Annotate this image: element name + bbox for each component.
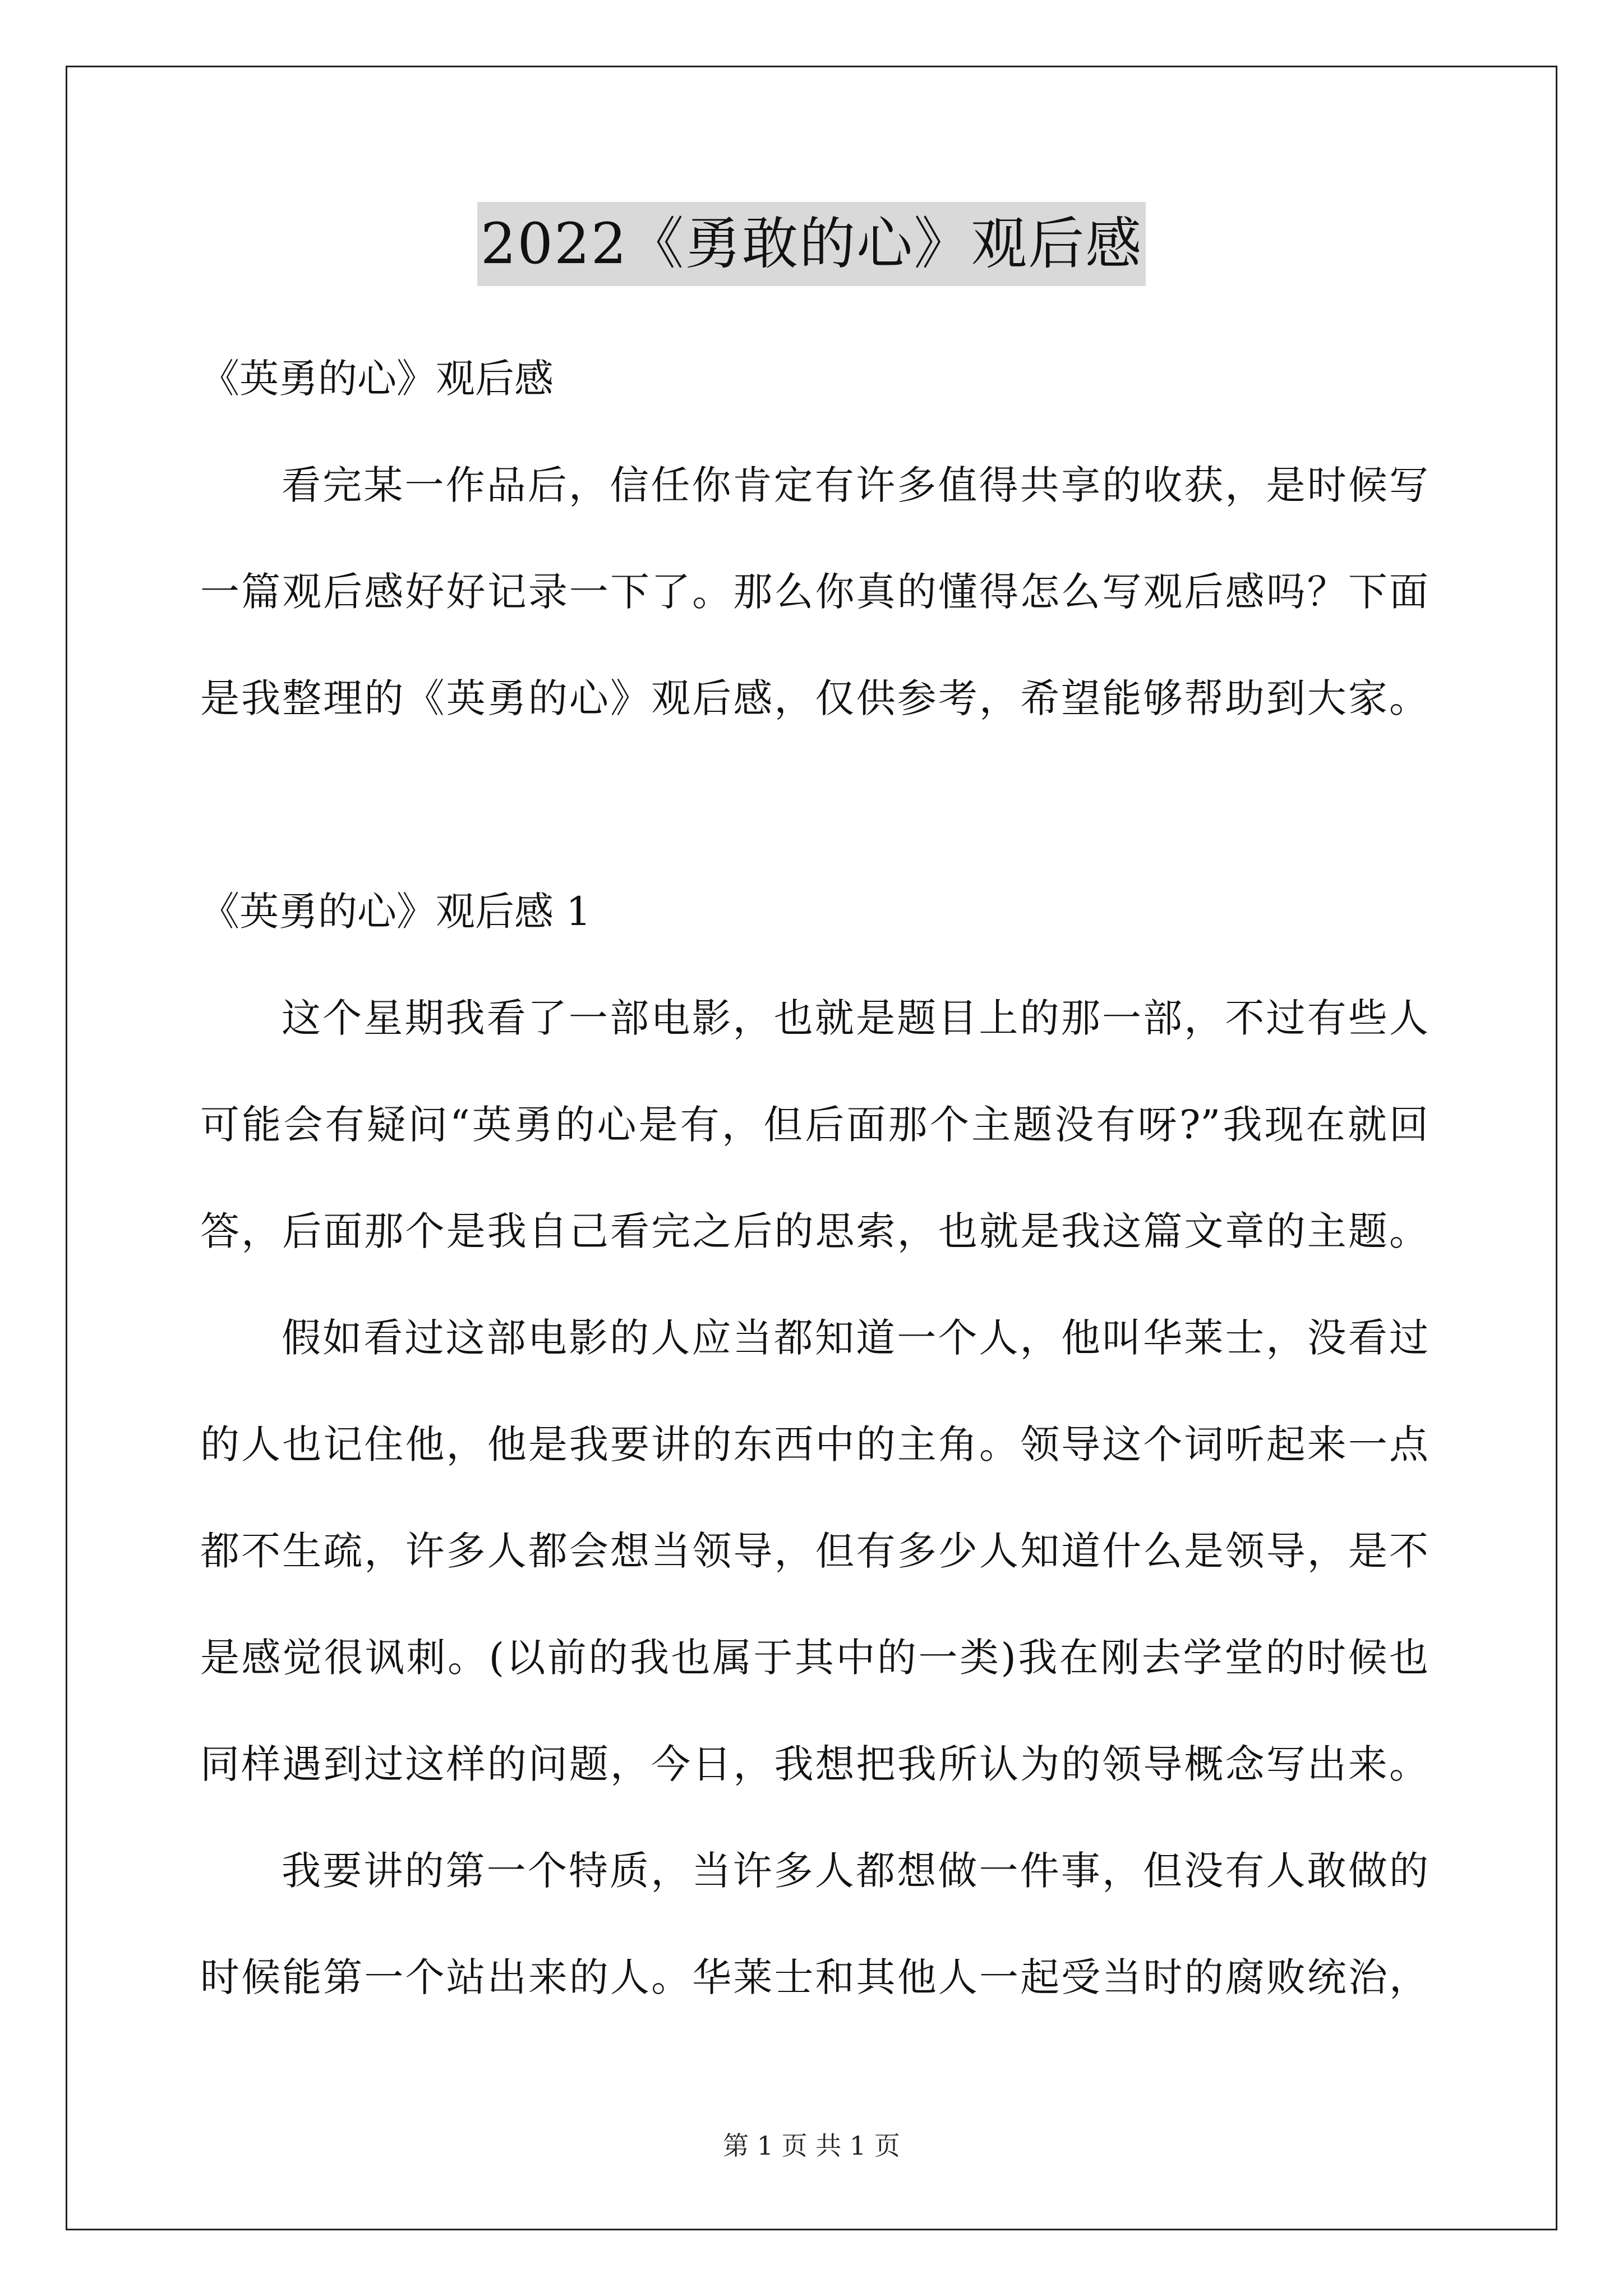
paragraph-line: 答，后面那个是我自己看完之后的思索，也就是我这篇文章的主题。 xyxy=(200,1208,1428,1254)
paragraph-line: 都不生疏，许多人都会想当领导，但有多少人知道什么是领导，是不 xyxy=(200,1528,1428,1574)
paragraph-line: 一篇观后感好好记录一下了。那么你真的懂得怎么写观后感吗？下面 xyxy=(200,569,1428,615)
paragraph-line: 的人也记住他，他是我要讲的东西中的主角。领导这个词听起来一点 xyxy=(200,1421,1428,1467)
paragraph-line: 时候能第一个站出来的人。华莱士和其他人一起受当时的腐败统治， xyxy=(200,1954,1428,2000)
paragraph-line: 这个星期我看了一部电影，也就是题目上的那一部，不过有些人 xyxy=(282,995,1428,1041)
paragraph-line: 看完某一作品后，信任你肯定有许多值得共享的收获，是时候写 xyxy=(282,462,1428,508)
paragraph-line: 假如看过这部电影的人应当都知道一个人，他叫华莱士，没看过 xyxy=(282,1315,1428,1361)
paragraph-line: 同样遇到过这样的问题，今日，我想把我所认为的领导概念写出来。 xyxy=(200,1741,1428,1787)
paragraph-line: 我要讲的第一个特质，当许多人都想做一件事，但没有人敢做的 xyxy=(282,1848,1428,1894)
title-container xyxy=(0,202,1623,286)
paragraph-line: 是感觉很讽刺。(以前的我也属于其中的一类)我在刚去学堂的时候也 xyxy=(200,1635,1428,1681)
section-heading: 《英勇的心》观后感 xyxy=(200,356,554,402)
document-title: 2022《勇敢的心》观后感 xyxy=(477,202,1146,286)
paragraph-line: 可能会有疑问“英勇的心是有，但后面那个主题没有呀?”我现在就回 xyxy=(200,1102,1428,1148)
paragraph-line: 是我整理的《英勇的心》观后感，仅供参考，希望能够帮助到大家。 xyxy=(200,675,1428,721)
page-footer: 第 1 页 共 1 页 xyxy=(723,2131,900,2161)
section-heading: 《英勇的心》观后感 1 xyxy=(200,889,591,935)
